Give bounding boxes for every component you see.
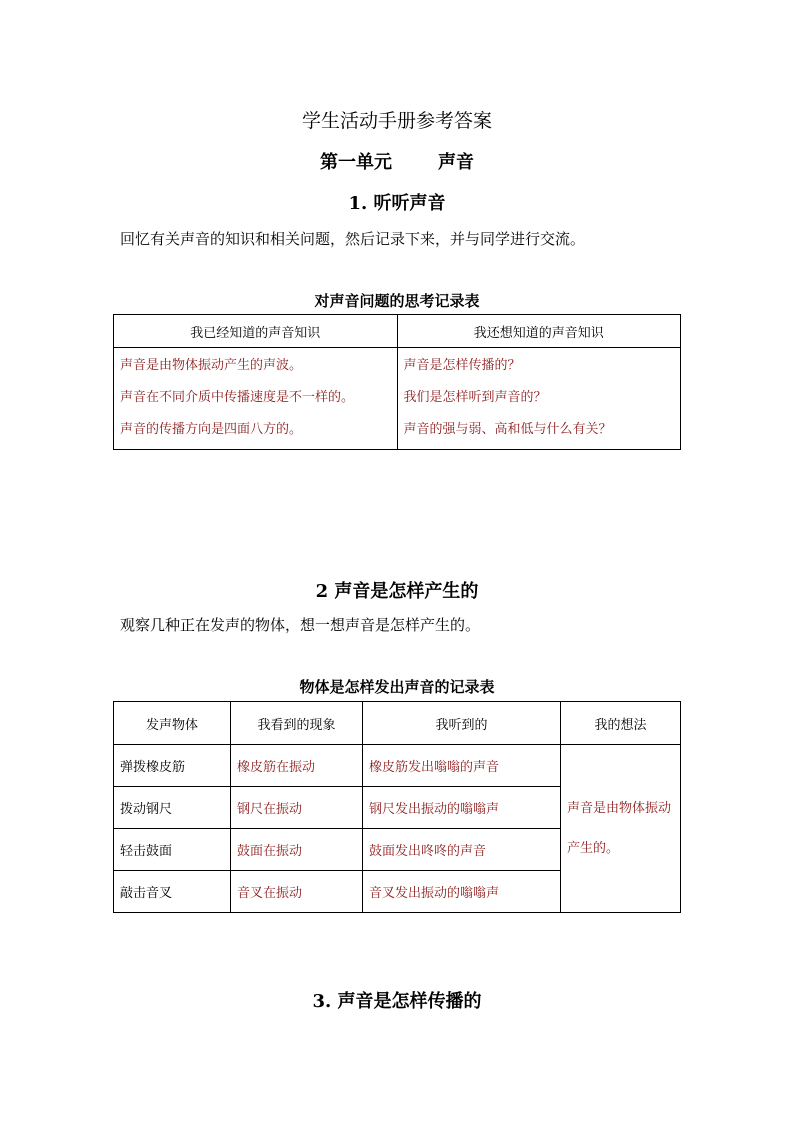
table-header: 发声物体 xyxy=(114,702,231,745)
section2-table-caption: 物体是怎样发出声音的记录表 xyxy=(299,678,495,696)
unit-title xyxy=(0,148,794,174)
heard-cell: 音叉发出振动的嗡嗡声 xyxy=(363,871,561,913)
object-cell: 轻击鼓面 xyxy=(114,829,231,871)
wonder-item: 声音是怎样传播的？ xyxy=(403,358,521,373)
section1-title: 1. 听听声音 xyxy=(348,193,446,214)
page-title: 学生活动手册参考答案 xyxy=(301,110,492,132)
thought-cell: 声音是由物体振动产生的。 xyxy=(561,745,681,913)
sound-production-table xyxy=(113,701,681,913)
sound-questions-table xyxy=(113,314,681,450)
wonder-item: 声音的强与弱、高和低与什么有关？ xyxy=(403,422,612,437)
object-cell: 弹拨橡皮筋 xyxy=(114,745,231,787)
section2-instruction: 观察几种正在发声的物体，想一想声音是怎样产生的。 xyxy=(120,616,481,634)
heard-cell: 橡皮筋发出嗡嗡的声音 xyxy=(363,745,561,787)
table-header: 我看到的现象 xyxy=(231,702,363,745)
object-cell: 拨动钢尺 xyxy=(114,787,231,829)
table-header: 我已经知道的声音知识 xyxy=(114,315,398,348)
table-row xyxy=(114,745,681,787)
seen-cell: 钢尺在振动 xyxy=(231,787,363,829)
section2-title: 2 声音是怎样产生的 xyxy=(315,581,479,602)
table-header: 我还想知道的声音知识 xyxy=(397,315,681,348)
known-item: 声音是由物体振动产生的声波。 xyxy=(120,358,303,373)
known-knowledge-cell xyxy=(114,348,398,450)
seen-cell: 橡皮筋在振动 xyxy=(231,745,363,787)
known-item: 声音的传播方向是四面八方的。 xyxy=(120,422,303,437)
seen-cell: 鼓面在振动 xyxy=(231,829,363,871)
wonder-item: 我们是怎样听到声音的？ xyxy=(403,390,547,405)
heard-cell: 钢尺发出振动的嗡嗡声 xyxy=(363,787,561,829)
known-item: 声音在不同介质中传播速度是不一样的。 xyxy=(120,390,355,405)
section1-table-caption: 对声音问题的思考记录表 xyxy=(314,292,480,310)
wonder-knowledge-cell xyxy=(397,348,681,450)
table-header: 我的想法 xyxy=(561,702,681,745)
unit-name: 声音 xyxy=(438,152,474,173)
table-header: 我听到的 xyxy=(363,702,561,745)
section1-instruction: 回忆有关声音的知识和相关问题，然后记录下来，并与同学进行交流。 xyxy=(120,230,586,248)
section3-title: 3. 声音是怎样传播的 xyxy=(312,991,482,1012)
object-cell: 敲击音叉 xyxy=(114,871,231,913)
heard-cell: 鼓面发出咚咚的声音 xyxy=(363,829,561,871)
unit-label: 第一单元 xyxy=(320,152,392,173)
seen-cell: 音叉在振动 xyxy=(231,871,363,913)
